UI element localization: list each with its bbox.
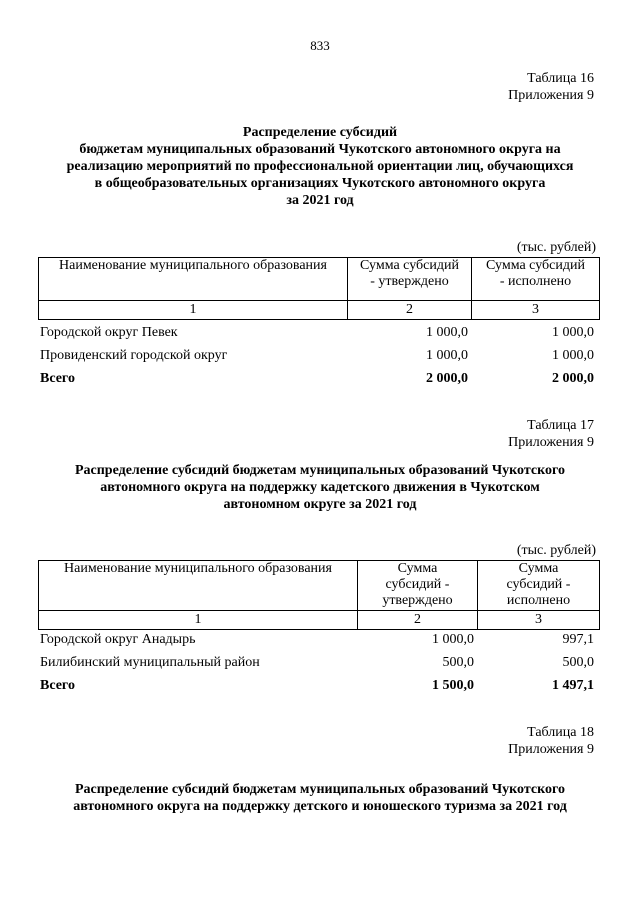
table-18-title (30, 781, 610, 815)
appendix-label: Приложения 9 (508, 742, 594, 757)
table-row (40, 651, 597, 674)
header-executed-column (478, 561, 600, 611)
header-approved-column (358, 561, 478, 611)
unit-label: (тыс. рублей) (516, 240, 596, 255)
header-text: субсидий - (385, 577, 450, 592)
table-17-title (30, 462, 610, 513)
total-executed: 1 497,1 (552, 677, 594, 693)
header-text: исполнено (506, 593, 571, 608)
header-text: Сумма субсидий (360, 258, 459, 273)
column-number: 1 (39, 611, 358, 630)
column-number: 2 (348, 301, 472, 320)
total-name: Всего (40, 370, 75, 386)
row-executed: 1 000,0 (552, 324, 594, 340)
header-text: Наименование муниципального образования (59, 258, 327, 273)
total-row (40, 367, 597, 390)
header-text: Сумма субсидий (486, 258, 585, 273)
total-approved: 1 500,0 (432, 677, 474, 693)
header-text: Сумма (518, 561, 559, 576)
header-text: - исполнено (499, 274, 572, 289)
column-number: 2 (358, 611, 478, 630)
header-text: Сумма (397, 561, 438, 576)
table-row (40, 344, 597, 367)
total-row (40, 674, 597, 697)
title-line: Распределение субсидий (242, 125, 398, 140)
table-16-body (40, 321, 597, 390)
title-line: реализацию мероприятий по профессиональной ориентации лиц, обучающихся (66, 159, 574, 174)
table-label: Таблица 17 (527, 418, 594, 433)
table-16-reference (508, 70, 594, 104)
appendix-label: Приложения 9 (508, 435, 594, 450)
title-line: Распределение субсидий бюджетам муниципальных образований Чукотского (74, 782, 566, 797)
header-text: субсидий - (506, 577, 571, 592)
header-text: Наименование муниципального образования (64, 561, 332, 576)
header-executed-column (472, 258, 600, 301)
table-16-header (38, 257, 600, 320)
total-approved: 2 000,0 (426, 370, 468, 386)
column-number: 1 (39, 301, 348, 320)
title-line: автономного округа на поддержку кадетского движения в Чукотском (100, 480, 540, 495)
row-name: Провиденский городской округ (40, 347, 228, 363)
title-line: в общеобразовательных организациях Чукотского автономного округа (94, 176, 546, 191)
header-text: - утверждено (370, 274, 449, 289)
row-executed: 997,1 (562, 631, 594, 647)
row-name: Билибинский муниципальный район (40, 654, 260, 670)
total-name: Всего (40, 677, 75, 693)
title-line: Распределение субсидий бюджетам муниципальных образований Чукотского (74, 463, 566, 478)
title-line: автономного округа на поддержку детского и юношеского туризма за 2021 год (73, 799, 567, 814)
title-line: автономном округе за 2021 год (223, 497, 417, 512)
header-text: утверждено (382, 593, 453, 608)
column-number: 3 (472, 301, 600, 320)
table-label: Таблица 18 (527, 725, 594, 740)
table-17-reference (508, 417, 594, 451)
row-executed: 1 000,0 (552, 347, 594, 363)
header-approved-column (348, 258, 472, 301)
table-18-reference (508, 724, 594, 758)
header-name-column (39, 258, 348, 301)
table-17-header (38, 560, 600, 630)
appendix-label: Приложения 9 (508, 88, 594, 103)
page-number: 833 (310, 38, 330, 53)
table-row (40, 321, 597, 344)
table-16-title (30, 124, 610, 209)
total-executed: 2 000,0 (552, 370, 594, 386)
row-approved: 500,0 (442, 654, 474, 670)
title-line: за 2021 год (286, 193, 354, 208)
header-name-column (39, 561, 358, 611)
row-approved: 1 000,0 (432, 631, 474, 647)
column-number: 3 (478, 611, 600, 630)
row-name: Городской округ Певек (40, 324, 178, 340)
title-line: бюджетам муниципальных образований Чукотского автономного округа на (79, 142, 561, 157)
unit-label: (тыс. рублей) (516, 543, 596, 558)
table-17-body (40, 628, 597, 697)
row-name: Городской округ Анадырь (40, 631, 196, 647)
table-row (40, 628, 597, 651)
row-executed: 500,0 (562, 654, 594, 670)
row-approved: 1 000,0 (426, 347, 468, 363)
row-approved: 1 000,0 (426, 324, 468, 340)
table-label: Таблица 16 (527, 71, 594, 86)
